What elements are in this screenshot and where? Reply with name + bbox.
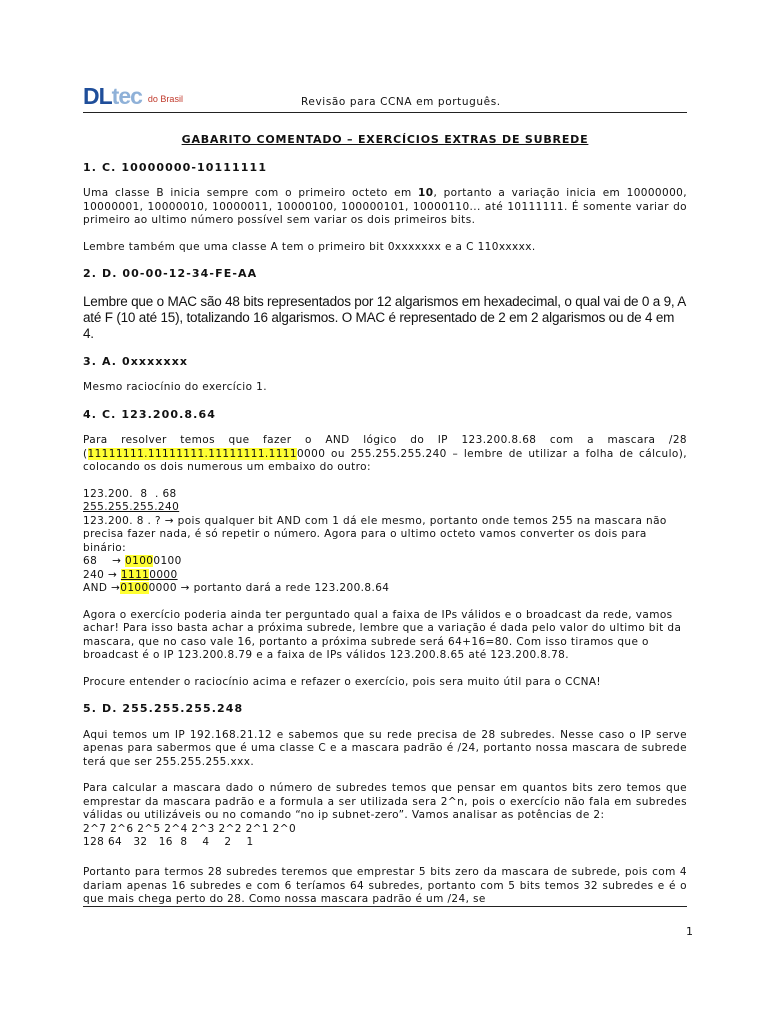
binary-label: 68 → xyxy=(83,555,126,567)
answer-4-heading: 4. C. 123.200.8.64 xyxy=(83,407,216,421)
logo-tec-text: tec xyxy=(111,83,142,109)
answer-5-paragraph-2: Para calcular a mascara dado o número de subredes temos que pensar em quantos bits zero temos que emprestar da mascara padrão e a formula a ser utilizada sera 2^n, pois o exercício não fala em subredes válidas ou utilizáveis ou no comando “no ip subnet-zero”. Vamos analisar as potências de 2: xyxy=(83,782,687,821)
highlighted-bits: 1111 xyxy=(120,568,150,581)
dltec-logo xyxy=(83,82,183,108)
calc-result-line: 123.200. 8 . ? → pois qualquer bit AND com 1 dá ele mesmo, portanto onde temos 255 na mascara não precisa fazer nada, é só repetir o número. Agora para o ultimo octeto vamos converter os dois para binário: xyxy=(83,514,667,554)
page-number: 1 xyxy=(686,925,693,938)
answer-3-heading: 3. A. 0xxxxxxx xyxy=(83,354,189,368)
answer-3-paragraph: Mesmo raciocínio do exercício 1. xyxy=(83,381,267,393)
answer-4-paragraph-3: Procure entender o raciocínio acima e refazer o exercício, pois sera muito útil para o CCNA! xyxy=(83,675,602,688)
answer-4-paragraph-2: Agora o exercício poderia ainda ter perguntado qual a faixa de IPs válidos e o broadcast da rede, vamos achar! Para isso basta achar a próxima subrede, lembre que a variação é dada pelo valor do ultimo bit da mascara, que no caso vale 16, portanto a próxima subrede será 64+16=80. Com isso tiramos que o broadcast é o IP 123.200.8.79 e a faixa de IPs válidos 123.200.8.65 até 123.200.8.78. xyxy=(83,608,682,661)
header-title: Revisão para CCNA em português. xyxy=(301,96,501,108)
highlighted-bits: 0100 xyxy=(125,555,154,567)
answer-5-paragraph-3: Portanto para termos 28 subredes teremos que emprestar 5 bits zero da mascara de subrede, pois com 4 dariam apenas 16 subredes e com 6 teríamos 64 subredes, portanto com 5 bits temos 32 subredes e é o que mais chega perto do 28. Como nossa mascara padrão é um /24, se xyxy=(83,866,687,905)
logo-dl-text: DL xyxy=(83,83,112,109)
binary-line-240 xyxy=(83,569,687,583)
answer-5-paragraph-1: Aqui temos um IP 192.168.21.12 e sabemos que su rede precisa de 28 subredes. Nesse caso o IP serve apenas para sabermos que é uma classe C e a mascara padrão é /24, portanto nossa mascara de subrede terá que ser 255.255.255.xxx. xyxy=(83,728,687,768)
answer-5-heading: 5. D. 255.255.255.248 xyxy=(83,702,244,715)
powers-value-line: 128 64 32 16 8 4 2 1 xyxy=(83,836,254,848)
answer-2-paragraph: Lembre que o MAC são 48 bits representados por 12 algarismos em hexadecimal, o qual vai de 0 a 9, A até F (10 até 15), totalizando 16 algarismos. O MAC é representado de 2 em 2 algarismos ou de 4 em 4. xyxy=(83,293,686,341)
bold-run: 10 xyxy=(418,187,434,199)
binary-rest: 0000 → portanto dará a rede 123.200.8.64 xyxy=(148,582,390,594)
document-title: GABARITO COMENTADO – EXERCÍCIOS EXTRAS DE SUBREDE xyxy=(181,133,589,146)
and-calculation xyxy=(83,488,687,596)
binary-rest: 0000 xyxy=(149,568,178,581)
answer-1-paragraph-1 xyxy=(83,187,687,228)
text-run: 0000 ou 255.255.255.240 – lembre de utilizar a folha de cálculo), colocando os dois numerous um embaixo do outro: xyxy=(83,447,687,473)
answer-2-heading: 2. D. 00-00-12-34-FE-AA xyxy=(83,267,258,280)
answer-4-paragraph-1 xyxy=(83,434,687,475)
highlighted-bits: 0100 xyxy=(120,582,149,594)
binary-line-and xyxy=(83,582,687,596)
answer-1-paragraph-2: Lembre também que uma classe A tem o primeiro bit 0xxxxxxx e a C 110xxxxx. xyxy=(83,240,536,253)
text-run: Para resolver temos que fazer o AND lógico do IP 123.200.8.68 com a mascara /28 ( xyxy=(83,434,687,460)
text-run: , portanto a variação inicia em 10000000, 10000001, 10000010, 10000011, 10000100, 100000101, 10000110... até 10111111. É somente variar do primeiro ao ultimo número possível sem variar os dois primeiros bits. xyxy=(83,187,687,226)
binary-label: 240 → xyxy=(83,568,121,581)
calc-ip-line: 123.200. 8 . 68 xyxy=(83,487,177,500)
header-divider xyxy=(83,112,687,113)
footer-divider xyxy=(83,906,687,907)
binary-line-68 xyxy=(83,555,687,569)
answer-1-heading: 1. C. 10000000-10111111 xyxy=(83,160,268,174)
page-header xyxy=(83,80,687,114)
calc-mask-line: 255.255.255.240 xyxy=(83,501,180,513)
powers-exponent-line: 2^7 2^6 2^5 2^4 2^3 2^2 2^1 2^0 xyxy=(83,822,297,835)
logo-subtitle: do Brasil xyxy=(147,94,183,104)
binary-rest: 0100 xyxy=(153,555,182,567)
text-run: Uma classe B inicia sempre com o primeiro octeto em xyxy=(83,187,419,199)
document-body xyxy=(83,133,687,863)
answer-5-paragraph-3-clip xyxy=(83,866,687,906)
binary-label: AND → xyxy=(83,582,121,594)
highlighted-mask-bits: 11111111.11111111.11111111.1111 xyxy=(87,447,297,460)
powers-of-two xyxy=(83,823,687,850)
